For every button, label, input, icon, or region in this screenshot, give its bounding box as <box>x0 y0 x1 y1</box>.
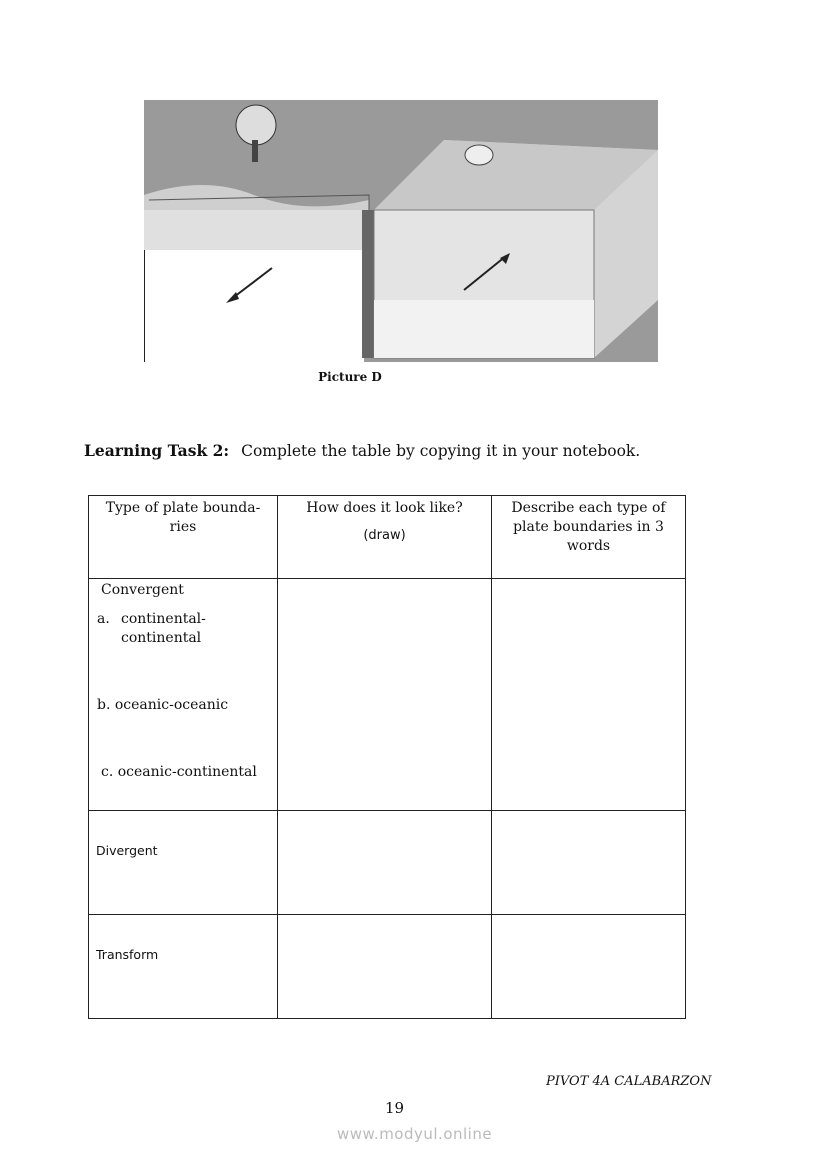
header-text: ries <box>169 519 197 535</box>
answer-cell[interactable] <box>492 915 686 1019</box>
convergent-b: b. oceanic-oceanic <box>97 697 229 713</box>
header-text: Describe each type of <box>511 500 666 516</box>
header-type <box>89 496 278 579</box>
table-row <box>89 811 686 915</box>
table-row <box>89 579 686 811</box>
answer-cell[interactable] <box>492 811 686 915</box>
header-text: plate boundaries in 3 <box>513 519 664 535</box>
answer-cell[interactable] <box>278 579 492 811</box>
convergent-c: c. oceanic-continental <box>101 764 257 780</box>
task-label: Learning Task 2: <box>84 441 230 460</box>
header-text: words <box>566 538 611 554</box>
cell-transform: Transform <box>89 915 278 1019</box>
list-text: continental <box>121 630 202 646</box>
task-text: Complete the table by copying it in your notebook. <box>241 442 641 460</box>
header-describe <box>492 496 686 579</box>
header-text: Type of plate bounda- <box>105 500 261 516</box>
answer-cell[interactable] <box>278 915 492 1019</box>
header-look <box>278 496 492 579</box>
learning-task-instruction <box>84 441 640 460</box>
convergent-a <box>97 610 277 648</box>
header-text: How does it look like? <box>306 500 463 516</box>
figure-caption: Picture D <box>318 370 382 384</box>
page-number: 19 <box>385 1099 405 1117</box>
watermark: www.modyul.online <box>337 1125 493 1143</box>
cell-divergent: Divergent <box>89 811 278 915</box>
transform-boundary-illustration <box>144 100 658 362</box>
table-row <box>89 915 686 1019</box>
convergent-label: Convergent <box>101 582 184 598</box>
answer-cell[interactable] <box>278 811 492 915</box>
list-text: continental- <box>121 611 206 627</box>
list-marker: a. <box>97 611 110 627</box>
header-text: (draw) <box>363 528 406 543</box>
footer-series: PIVOT 4A CALABARZON <box>546 1074 712 1089</box>
plate-boundaries-table <box>88 495 686 1019</box>
table-header-row <box>89 496 686 579</box>
cell-convergent <box>89 579 278 811</box>
answer-cell[interactable] <box>492 579 686 811</box>
